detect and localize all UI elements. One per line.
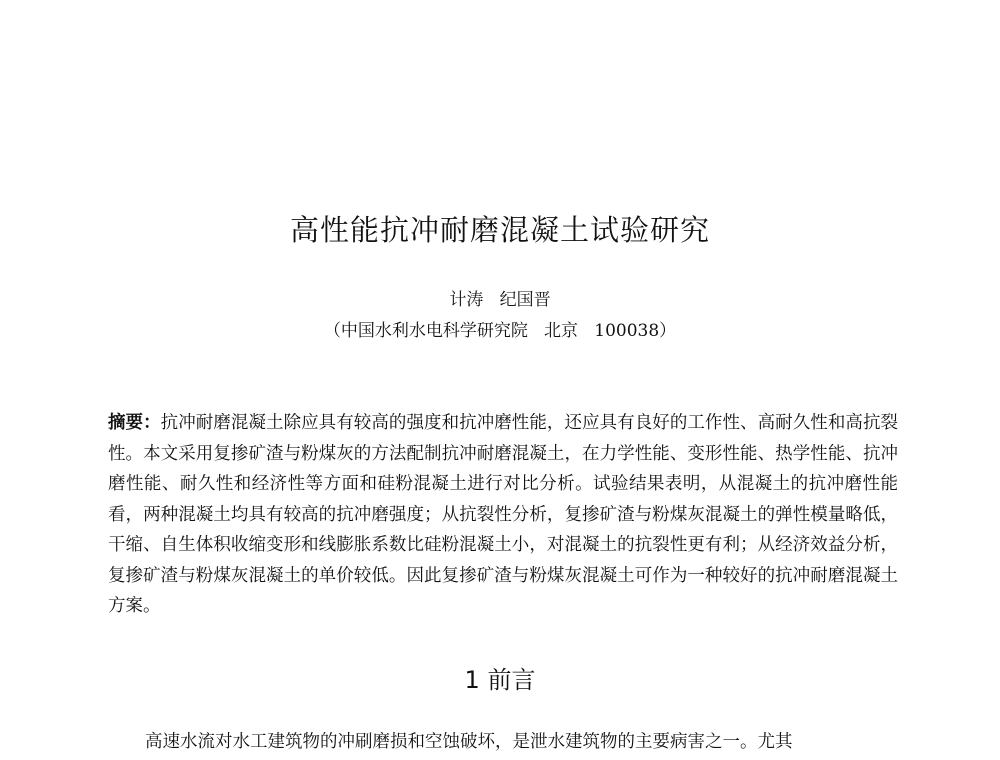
authors: 计涛 纪国晋 <box>449 290 551 310</box>
section-heading-introduction: 1 前言 <box>464 666 536 694</box>
body-paragraph: 高速水流对水工建筑物的冲刷磨损和空蚀破坏，是泄水建筑物的主要病害之一。尤其 <box>145 732 793 752</box>
affiliation: （中国水利水电科学研究院 北京 100038） <box>323 321 677 341</box>
abstract-text: 抗冲耐磨混凝土除应具有较高的强度和抗冲磨性能，还应具有良好的工作性、高耐久性和高抗裂性。本文采用复掺矿渣与粉煤灰的方法配制抗冲耐磨混凝土，在力学性能、变形性能、热学性能、抗冲磨性能、耐久性和经济性等方面和硅粉混凝土进行对比分析。试验结果表明，从混凝土的抗冲磨性能看，两种混凝土均具有较高的抗冲磨强度；从抗裂性分析，复掺矿渣与粉煤灰混凝土的弹性模量略低，干缩、自生体积收缩变形和线膨胀系数比硅粉混凝土小，对混凝土的抗裂性更有利；从经济效益分析，复掺矿渣与粉煤灰混凝土的单价较低。因此复掺矿渣与粉煤灰混凝土可作为一种较好的抗冲耐磨混凝土方案。 <box>108 413 898 616</box>
abstract-label: 摘要： <box>108 413 161 433</box>
abstract <box>108 408 898 622</box>
paper-title: 高性能抗冲耐磨混凝土试验研究 <box>289 213 710 247</box>
